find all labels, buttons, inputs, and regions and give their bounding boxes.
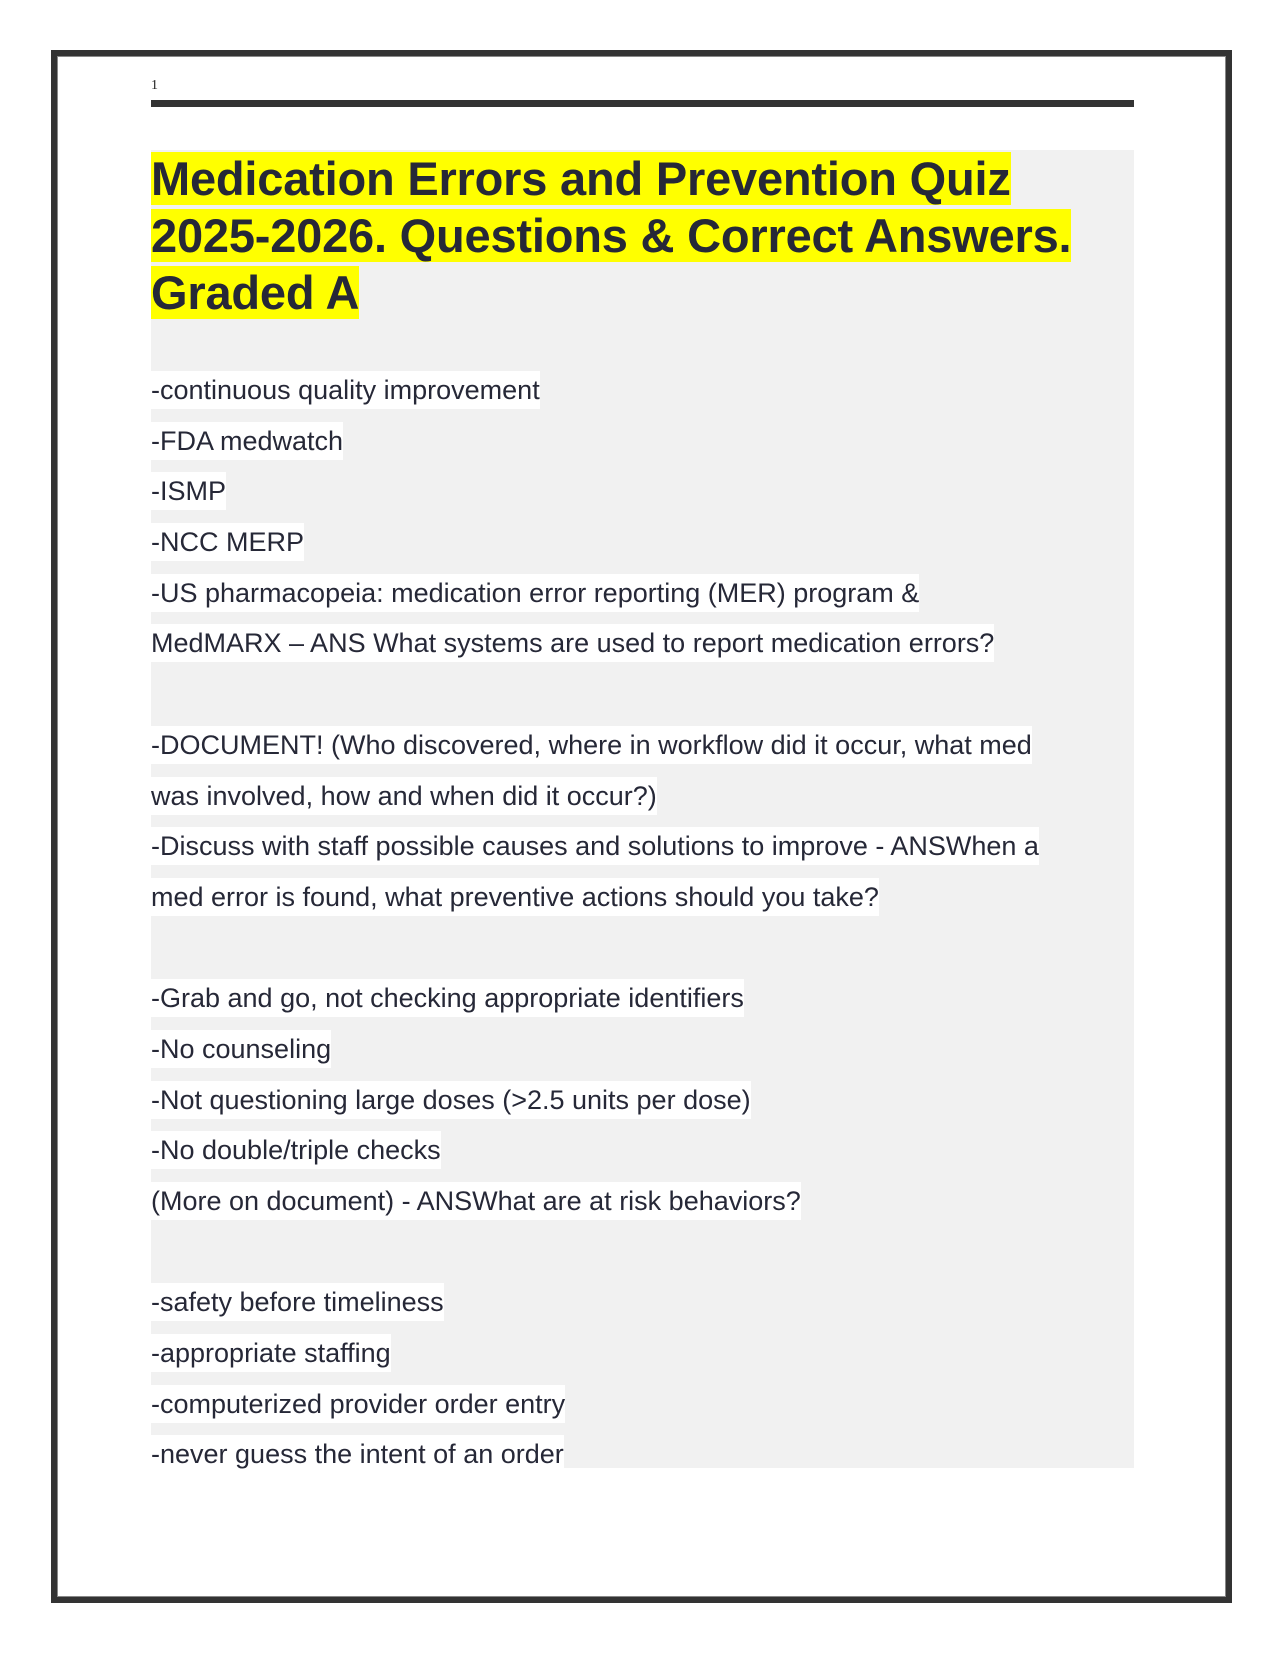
document-body xyxy=(151,365,1134,1480)
text-line xyxy=(151,466,1134,517)
text-line xyxy=(151,517,1134,568)
text-line-content: -Grab and go, not checking appropriate identifiers xyxy=(151,979,744,1017)
text-line xyxy=(151,1024,1134,1075)
text-line xyxy=(151,365,1134,416)
text-line-content: -Discuss with staff possible causes and solutions to improve - ANSWhen a xyxy=(151,827,1039,865)
blank-line xyxy=(151,1227,1134,1278)
document-content xyxy=(151,150,1134,1468)
text-line-content: -No counseling xyxy=(151,1030,331,1068)
text-line-content: was involved, how and when did it occur?) xyxy=(151,777,657,815)
text-line xyxy=(151,821,1134,872)
text-line xyxy=(151,1075,1134,1126)
text-line-content: -US pharmacopeia: medication error reporting (MER) program & xyxy=(151,574,919,612)
text-line-content: -Not questioning large doses (>2.5 units per dose) xyxy=(151,1081,751,1119)
blank-line xyxy=(151,669,1134,720)
text-line xyxy=(151,1125,1134,1176)
document-title xyxy=(151,150,1134,321)
text-line-content: -NCC MERP xyxy=(151,523,304,561)
text-line-content: -appropriate staffing xyxy=(151,1334,391,1372)
title-highlight: Medication Errors and Prevention Quiz 2025-2026. Questions & Correct Answers. Graded A xyxy=(151,152,1072,319)
text-line-content: -never guess the intent of an order xyxy=(151,1435,564,1473)
text-line xyxy=(151,1277,1134,1328)
text-line-content: -DOCUMENT! (Who discovered, where in workflow did it occur, what med xyxy=(151,726,1032,764)
text-line xyxy=(151,1379,1134,1430)
text-line-content: med error is found, what preventive actions should you take? xyxy=(151,878,879,916)
text-line-content: -safety before timeliness xyxy=(151,1283,444,1321)
text-line xyxy=(151,973,1134,1024)
text-line-content: -No double/triple checks xyxy=(151,1131,441,1169)
text-line xyxy=(151,568,1134,619)
text-line xyxy=(151,771,1134,822)
text-line xyxy=(151,1429,1134,1480)
text-line xyxy=(151,416,1134,467)
text-line-content: MedMARX – ANS What systems are used to report medication errors? xyxy=(151,624,994,662)
text-line xyxy=(151,720,1134,771)
text-line-content: -continuous quality improvement xyxy=(151,371,540,409)
text-line-content: -FDA medwatch xyxy=(151,422,343,460)
page-number: 1 xyxy=(151,78,158,93)
text-line xyxy=(151,618,1134,669)
text-line-content: (More on document) - ANSWhat are at risk behaviors? xyxy=(151,1182,801,1220)
text-line-content: -ISMP xyxy=(151,472,226,510)
text-line xyxy=(151,1176,1134,1227)
text-line xyxy=(151,872,1134,923)
blank-line xyxy=(151,923,1134,974)
header-rule xyxy=(151,100,1134,107)
text-line xyxy=(151,1328,1134,1379)
text-line-content: -computerized provider order entry xyxy=(151,1385,565,1423)
